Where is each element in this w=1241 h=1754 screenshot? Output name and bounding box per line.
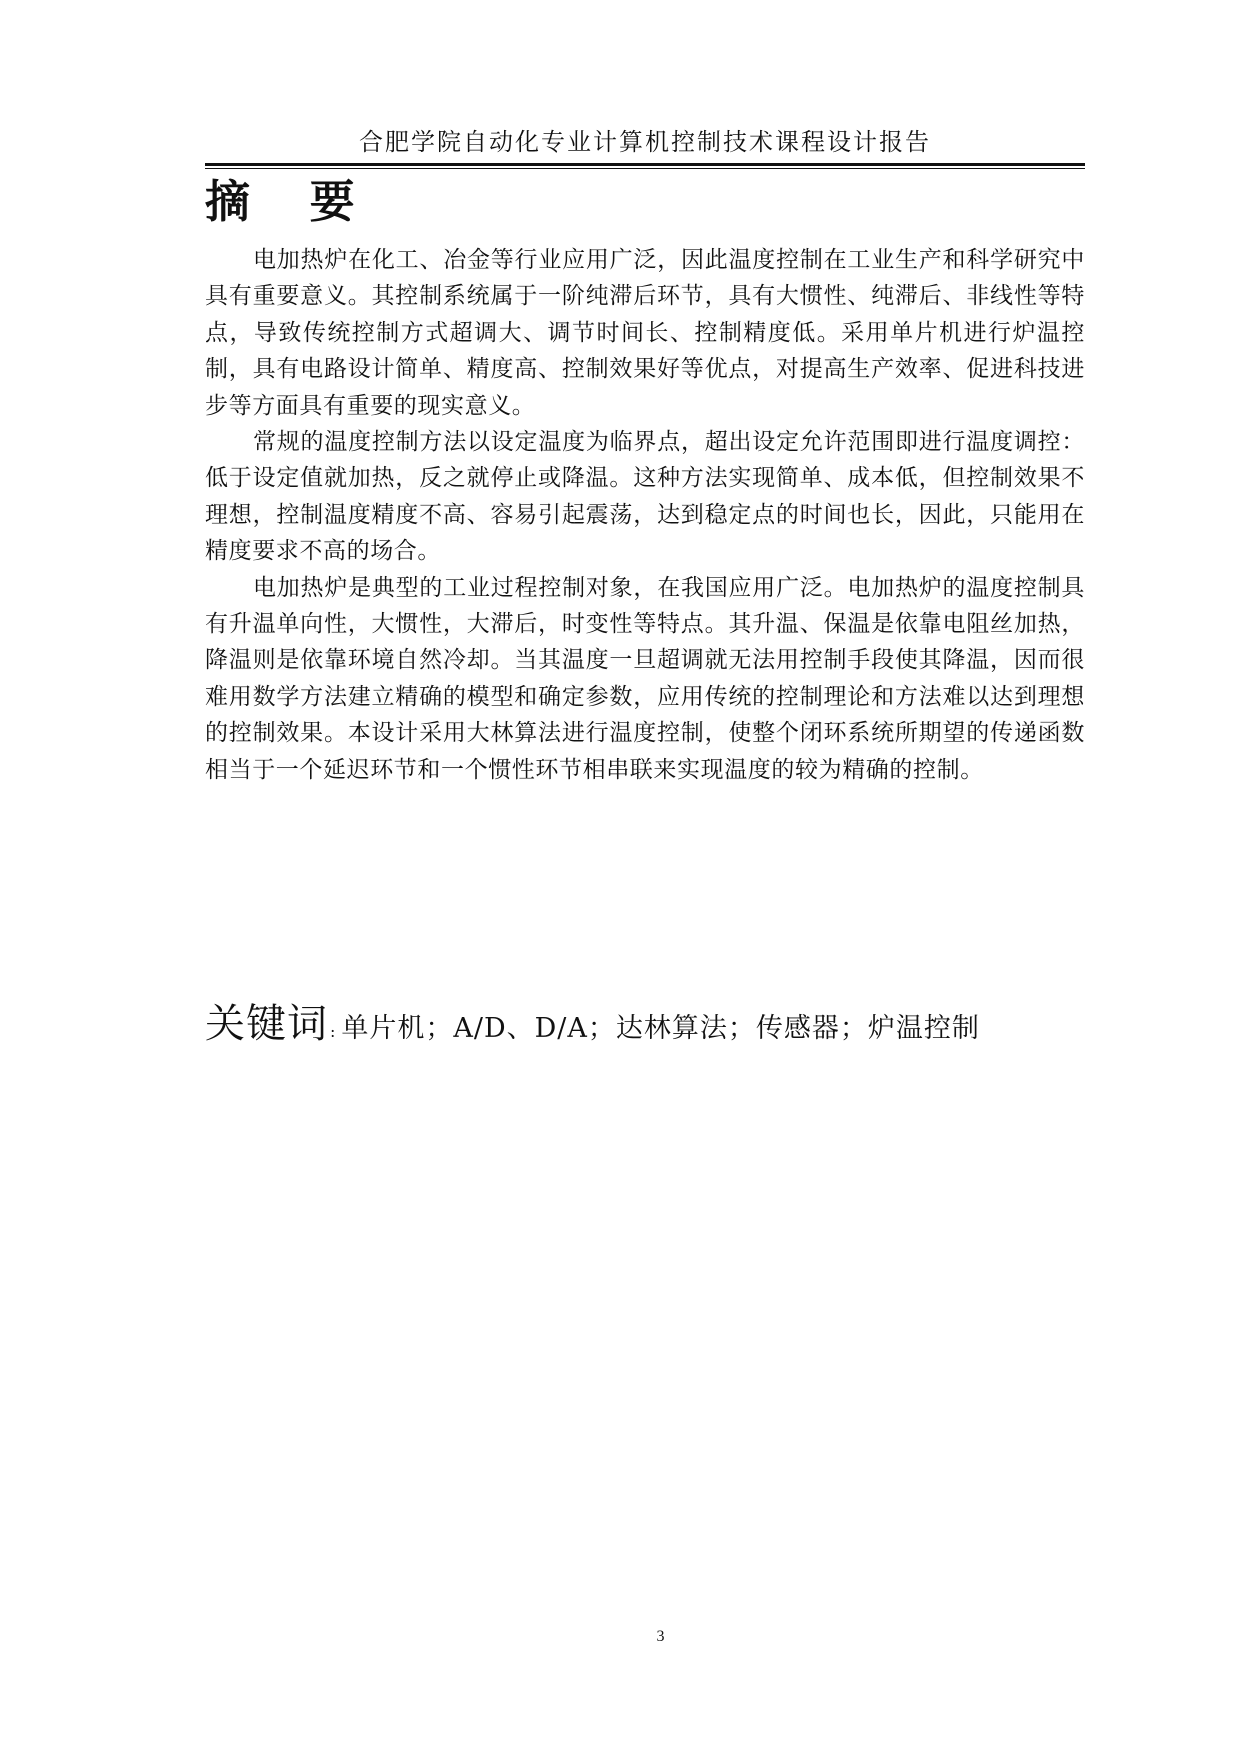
- abstract-paragraph-2: 常规的温度控制方法以设定温度为临界点，超出设定允许范围即进行温度调控：低于设定值就加热，反之就停止或降温。这种方法实现简单、成本低，但控制效果不理想，控制温度精度不高、容易引起震荡，达到稳定点的时间也长，因此，只能用在精度要求不高的场合。: [205, 429, 1085, 565]
- keywords-value: 单片机；A/D、D/A；达林算法；传感器；炉温控制: [341, 1013, 980, 1044]
- abstract-title: 摘 要: [205, 175, 377, 228]
- header-rule-thin: [205, 168, 1085, 169]
- abstract-paragraph-3: 电加热炉是典型的工业过程控制对象，在我国应用广泛。电加热炉的温度控制具有升温单向性，大惯性，大滞后，时变性等特点。其升温、保温是依靠电阻丝加热，降温则是依靠环境自然冷却。当其温度一旦超调就无法用控制手段使其降温，因而很难用数学方法建立精确的模型和确定参数，应用传统的控制理论和方法难以达到理想的控制效果。本设计采用大林算法进行温度控制，使整个闭环系统所期望的传递函数相当于一个延迟环节和一个惯性环节相串联来实现温度的较为精确的控制。: [205, 574, 1085, 783]
- abstract-body: [205, 242, 1085, 788]
- running-header: 合肥学院自动化专业计算机控制技术课程设计报告: [359, 128, 931, 156]
- page-number: 3: [656, 1628, 665, 1645]
- header-rule-thick: [205, 163, 1085, 166]
- keywords-colon: :: [330, 1022, 336, 1041]
- abstract-paragraph-1: 电加热炉在化工、冶金等行业应用广泛，因此温度控制在工业生产和科学研究中具有重要意义。其控制系统属于一阶纯滞后环节，具有大惯性、纯滞后、非线性等特点，导致传统控制方式超调大、调节时间长、控制精度低。采用单片机进行炉温控制，具有电路设计简单、精度高、控制效果好等优点，对提高生产效率、促进科技进步等方面具有重要的现实意义。: [205, 247, 1085, 419]
- keywords-label: 关键词: [205, 1001, 328, 1047]
- keywords-line: [205, 996, 1085, 1060]
